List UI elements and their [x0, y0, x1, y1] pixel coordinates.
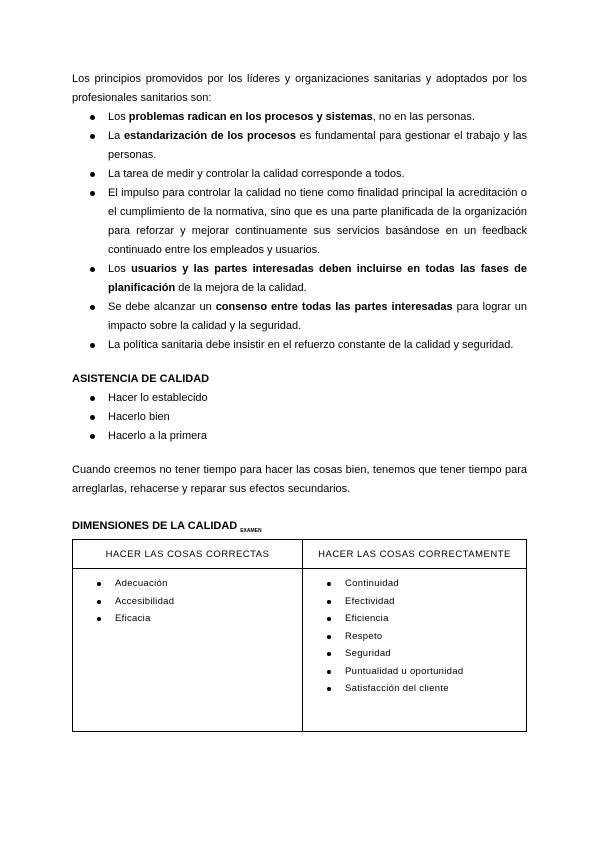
list-item: Seguridad	[303, 645, 526, 663]
list-item: Efectividad	[303, 593, 526, 611]
table-header-row	[73, 540, 527, 569]
list-item: Accesibilidad	[73, 593, 302, 611]
exam-tag: EXAMEN	[240, 528, 262, 534]
table-row	[73, 569, 527, 732]
principles-list	[72, 108, 527, 355]
list-item: Respeto	[303, 628, 526, 646]
principle-item: Los problemas radican en los procesos y sistemas, no en las personas.	[72, 108, 527, 127]
col2-list	[303, 575, 526, 698]
principle-item: La política sanitaria debe insistir en el refuerzo constante de la calidad y seguridad.	[72, 336, 527, 355]
dimensiones-title: DIMENSIONES DE LA CALIDAD	[72, 520, 238, 532]
intro-paragraph: Los principios promovidos por los líderes y organizaciones sanitarias y adoptados por los profesionales sanitarios son:	[72, 73, 527, 104]
dimensiones-table	[72, 539, 527, 732]
asistencia-item: Hacer lo establecido	[72, 389, 527, 408]
page-content	[72, 70, 527, 732]
principle-item: La tarea de medir y controlar la calidad corresponde a todos.	[72, 165, 527, 184]
col2-cell	[303, 569, 527, 732]
col-header-correctas: HACER LAS COSAS CORRECTAS	[73, 540, 303, 569]
list-item: Eficacia	[73, 610, 302, 628]
principle-item: Se debe alcanzar un consenso entre todas las partes interesadas para lograr un impacto sobre la calidad y la seguridad.	[72, 298, 527, 336]
col1-cell	[73, 569, 303, 732]
col-header-correctamente: HACER LAS COSAS CORRECTAMENTE	[303, 540, 527, 569]
principle-item: La estandarización de los procesos es fundamental para gestionar el trabajo y las personas.	[72, 127, 527, 165]
principle-item: El impulso para controlar la calidad no tiene como finalidad principal la acreditación o el cumplimiento de la normativa, sino que es una parte planificada de la organización para reforzar y mejorar continuamente sus servicios basándose en un feedback continuado entre los empleados y usuarios.	[72, 184, 527, 260]
principle-item: Los usuarios y las partes interesadas deben incluirse en todas las fases de planificación de la mejora de la calidad.	[72, 260, 527, 298]
asistencia-item: Hacerlo a la primera	[72, 427, 527, 446]
asistencia-list	[72, 389, 527, 446]
list-item: Continuidad	[303, 575, 526, 593]
time-paragraph: Cuando creemos no tener tiempo para hacer las cosas bien, tenemos que tener tiempo para arreglarlas, rehacerse y reparar sus efectos secundarios.	[72, 464, 527, 495]
list-item: Eficiencia	[303, 610, 526, 628]
list-item: Puntualidad u oportunidad	[303, 663, 526, 681]
col1-list	[73, 575, 302, 628]
asistencia-item: Hacerlo bien	[72, 408, 527, 427]
asistencia-heading: ASISTENCIA DE CALIDAD	[72, 373, 210, 385]
list-item: Satisfacción del cliente	[303, 680, 526, 698]
dimensiones-heading	[72, 517, 527, 536]
list-item: Adecuación	[73, 575, 302, 593]
